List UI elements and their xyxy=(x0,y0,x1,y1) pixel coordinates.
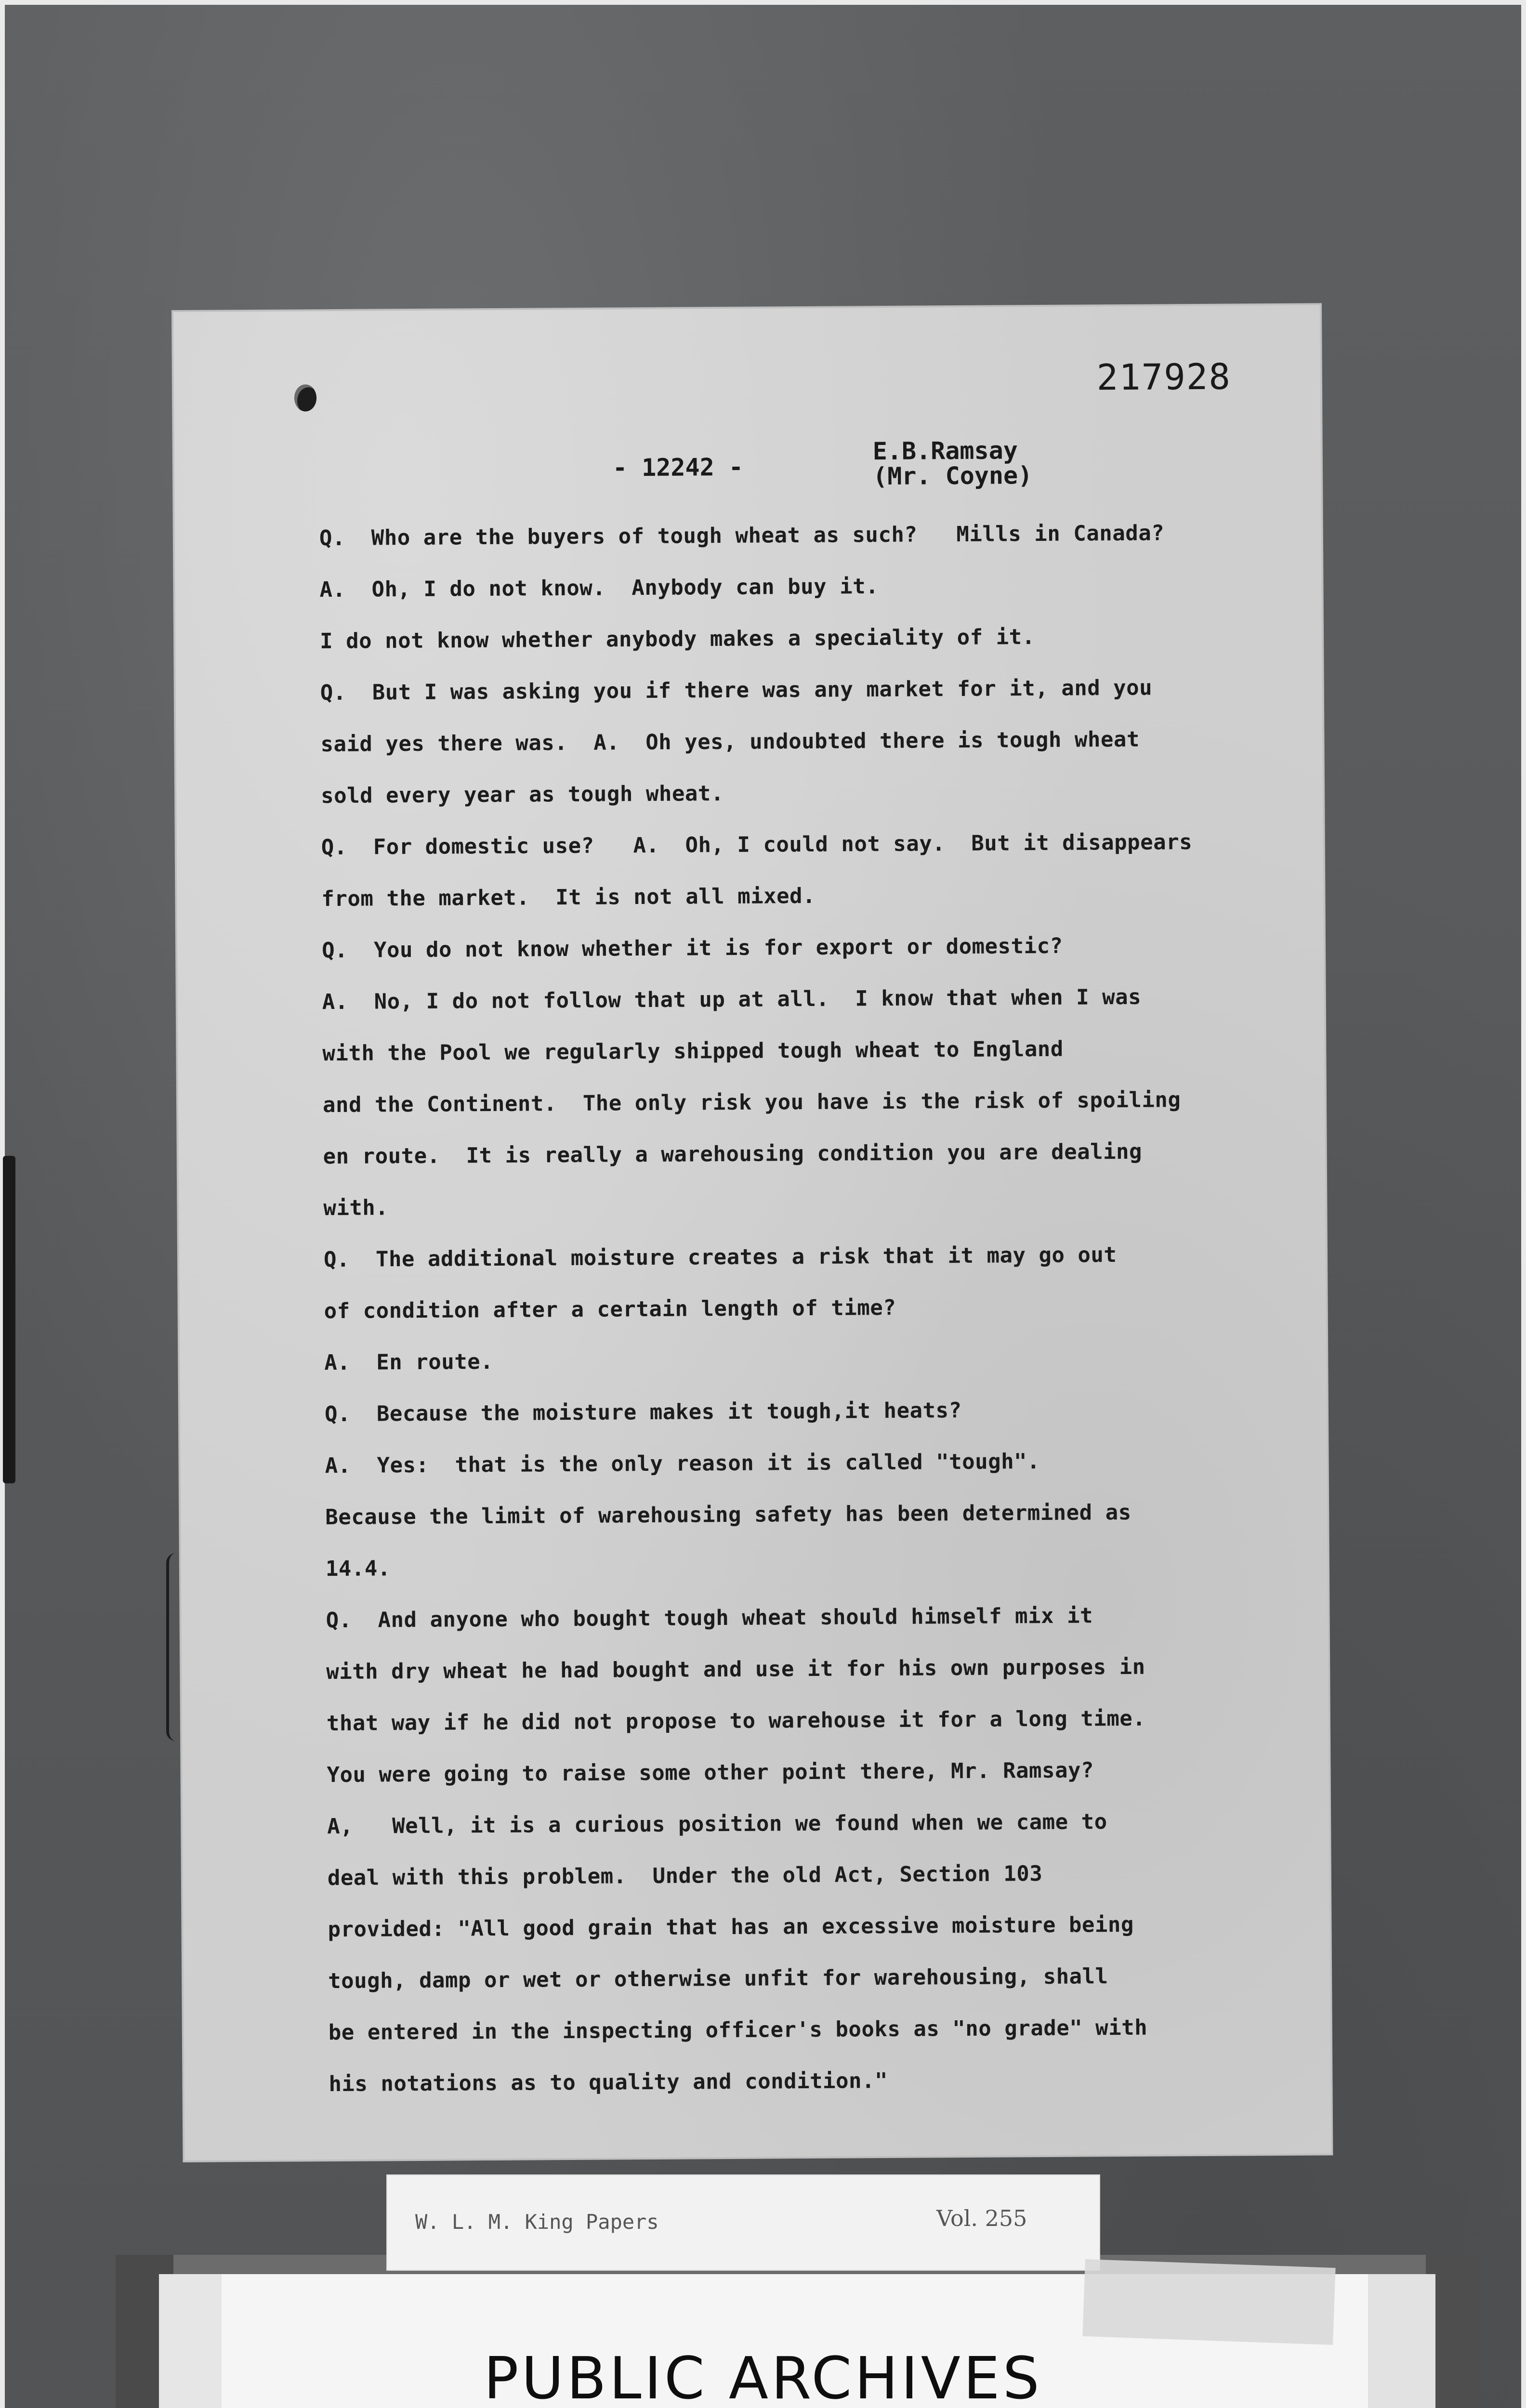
transcript-line: with. xyxy=(323,1195,389,1221)
transcript-line: Because the limit of warehousing safety has been determined as xyxy=(325,1500,1131,1530)
document-number: 217928 xyxy=(1096,356,1232,399)
transcript-line: Q. The additional moisture creates a risk that it may go out xyxy=(323,1243,1117,1272)
examiner-name: (Mr. Coyne) xyxy=(872,461,1033,491)
transcript-line: en route. It is really a warehousing condition you are dealing xyxy=(323,1139,1143,1169)
transcript-line: Q. You do not know whether it is for export or domestic? xyxy=(321,933,1063,963)
witness-heading xyxy=(873,438,1033,489)
quote-brace-mark xyxy=(166,1553,184,1741)
transcript-line: be entered in the inspecting officer's books as "no grade" with xyxy=(328,2015,1148,2045)
page-number: - 12242 - xyxy=(612,453,744,482)
typed-page xyxy=(173,305,1331,2160)
transcript-line: and the Continent. The only risk you have is the risk of spoiling xyxy=(322,1087,1181,1118)
transcript-line: Q. But I was asking you if there was any market for it, and you xyxy=(320,675,1153,706)
transcript-line: said yes there was. A. Oh yes, undoubted there is tough wheat xyxy=(320,727,1140,757)
transcript-body xyxy=(319,507,1312,2110)
tape-corner xyxy=(1082,2259,1335,2345)
transcript-line: You were going to raise some other point there, Mr. Ramsay? xyxy=(327,1758,1094,1788)
transcript-line: with dry wheat he had bought and use it for his own purposes in xyxy=(326,1654,1145,1685)
transcript-line: provided: "All good grain that has an excessive moisture being xyxy=(328,1912,1134,1942)
transcript-line: Q. Who are the buyers of tough wheat as such? Mills in Canada? xyxy=(319,521,1165,551)
transcript-line: deal with this problem. Under the old Act, Section 103 xyxy=(327,1861,1043,1891)
transcript-line: Q. And anyone who bought tough wheat should himself mix it xyxy=(326,1603,1093,1633)
film-edge-mark xyxy=(3,1156,15,1483)
punch-hole xyxy=(294,384,316,411)
transcript-line: A. En route. xyxy=(324,1349,494,1375)
transcript-line: with the Pool we regularly shipped tough wheat to England xyxy=(322,1036,1064,1066)
transcript-line: I do not know whether anybody makes a speciality of it. xyxy=(320,625,1035,654)
transcript-line: from the market. It is not all mixed. xyxy=(321,883,816,912)
transcript-line: A. Yes: that is the only reason it is called "tough". xyxy=(325,1449,1040,1479)
transcript-line: A, Well, it is a curious position we found when we came to xyxy=(327,1809,1107,1839)
transcript-line: of condition after a certain length of time? xyxy=(324,1295,896,1324)
transcript-line: A. No, I do not follow that up at all. I know that when I was xyxy=(322,984,1142,1015)
volume-number: Vol. 255 xyxy=(936,2205,1027,2231)
transcript-line: that way if he did not propose to warehouse it for a long time. xyxy=(326,1706,1146,1736)
transcript-line: A. Oh, I do not know. Anybody can buy it. xyxy=(319,574,879,602)
transcript-line: tough, damp or wet or otherwise unfit for warehousing, shall xyxy=(328,1964,1108,1994)
transcript-line: his notations as to quality and condition." xyxy=(329,2068,888,2097)
transcript-line: Q. For domestic use? A. Oh, I could not say. But it disappears xyxy=(321,830,1193,860)
collection-name: W. L. M. King Papers xyxy=(415,2210,659,2234)
archives-title-en: PUBLIC ARCHIVES xyxy=(484,2345,1042,2408)
transcript-line: sold every year as tough wheat. xyxy=(320,781,724,809)
witness-name: E.B.Ramsay xyxy=(872,436,1018,466)
transcript-line: 14.4. xyxy=(325,1556,391,1582)
transcript-line: Q. Because the moisture makes it tough,it heats? xyxy=(324,1398,962,1427)
collection-label xyxy=(386,2174,1100,2271)
